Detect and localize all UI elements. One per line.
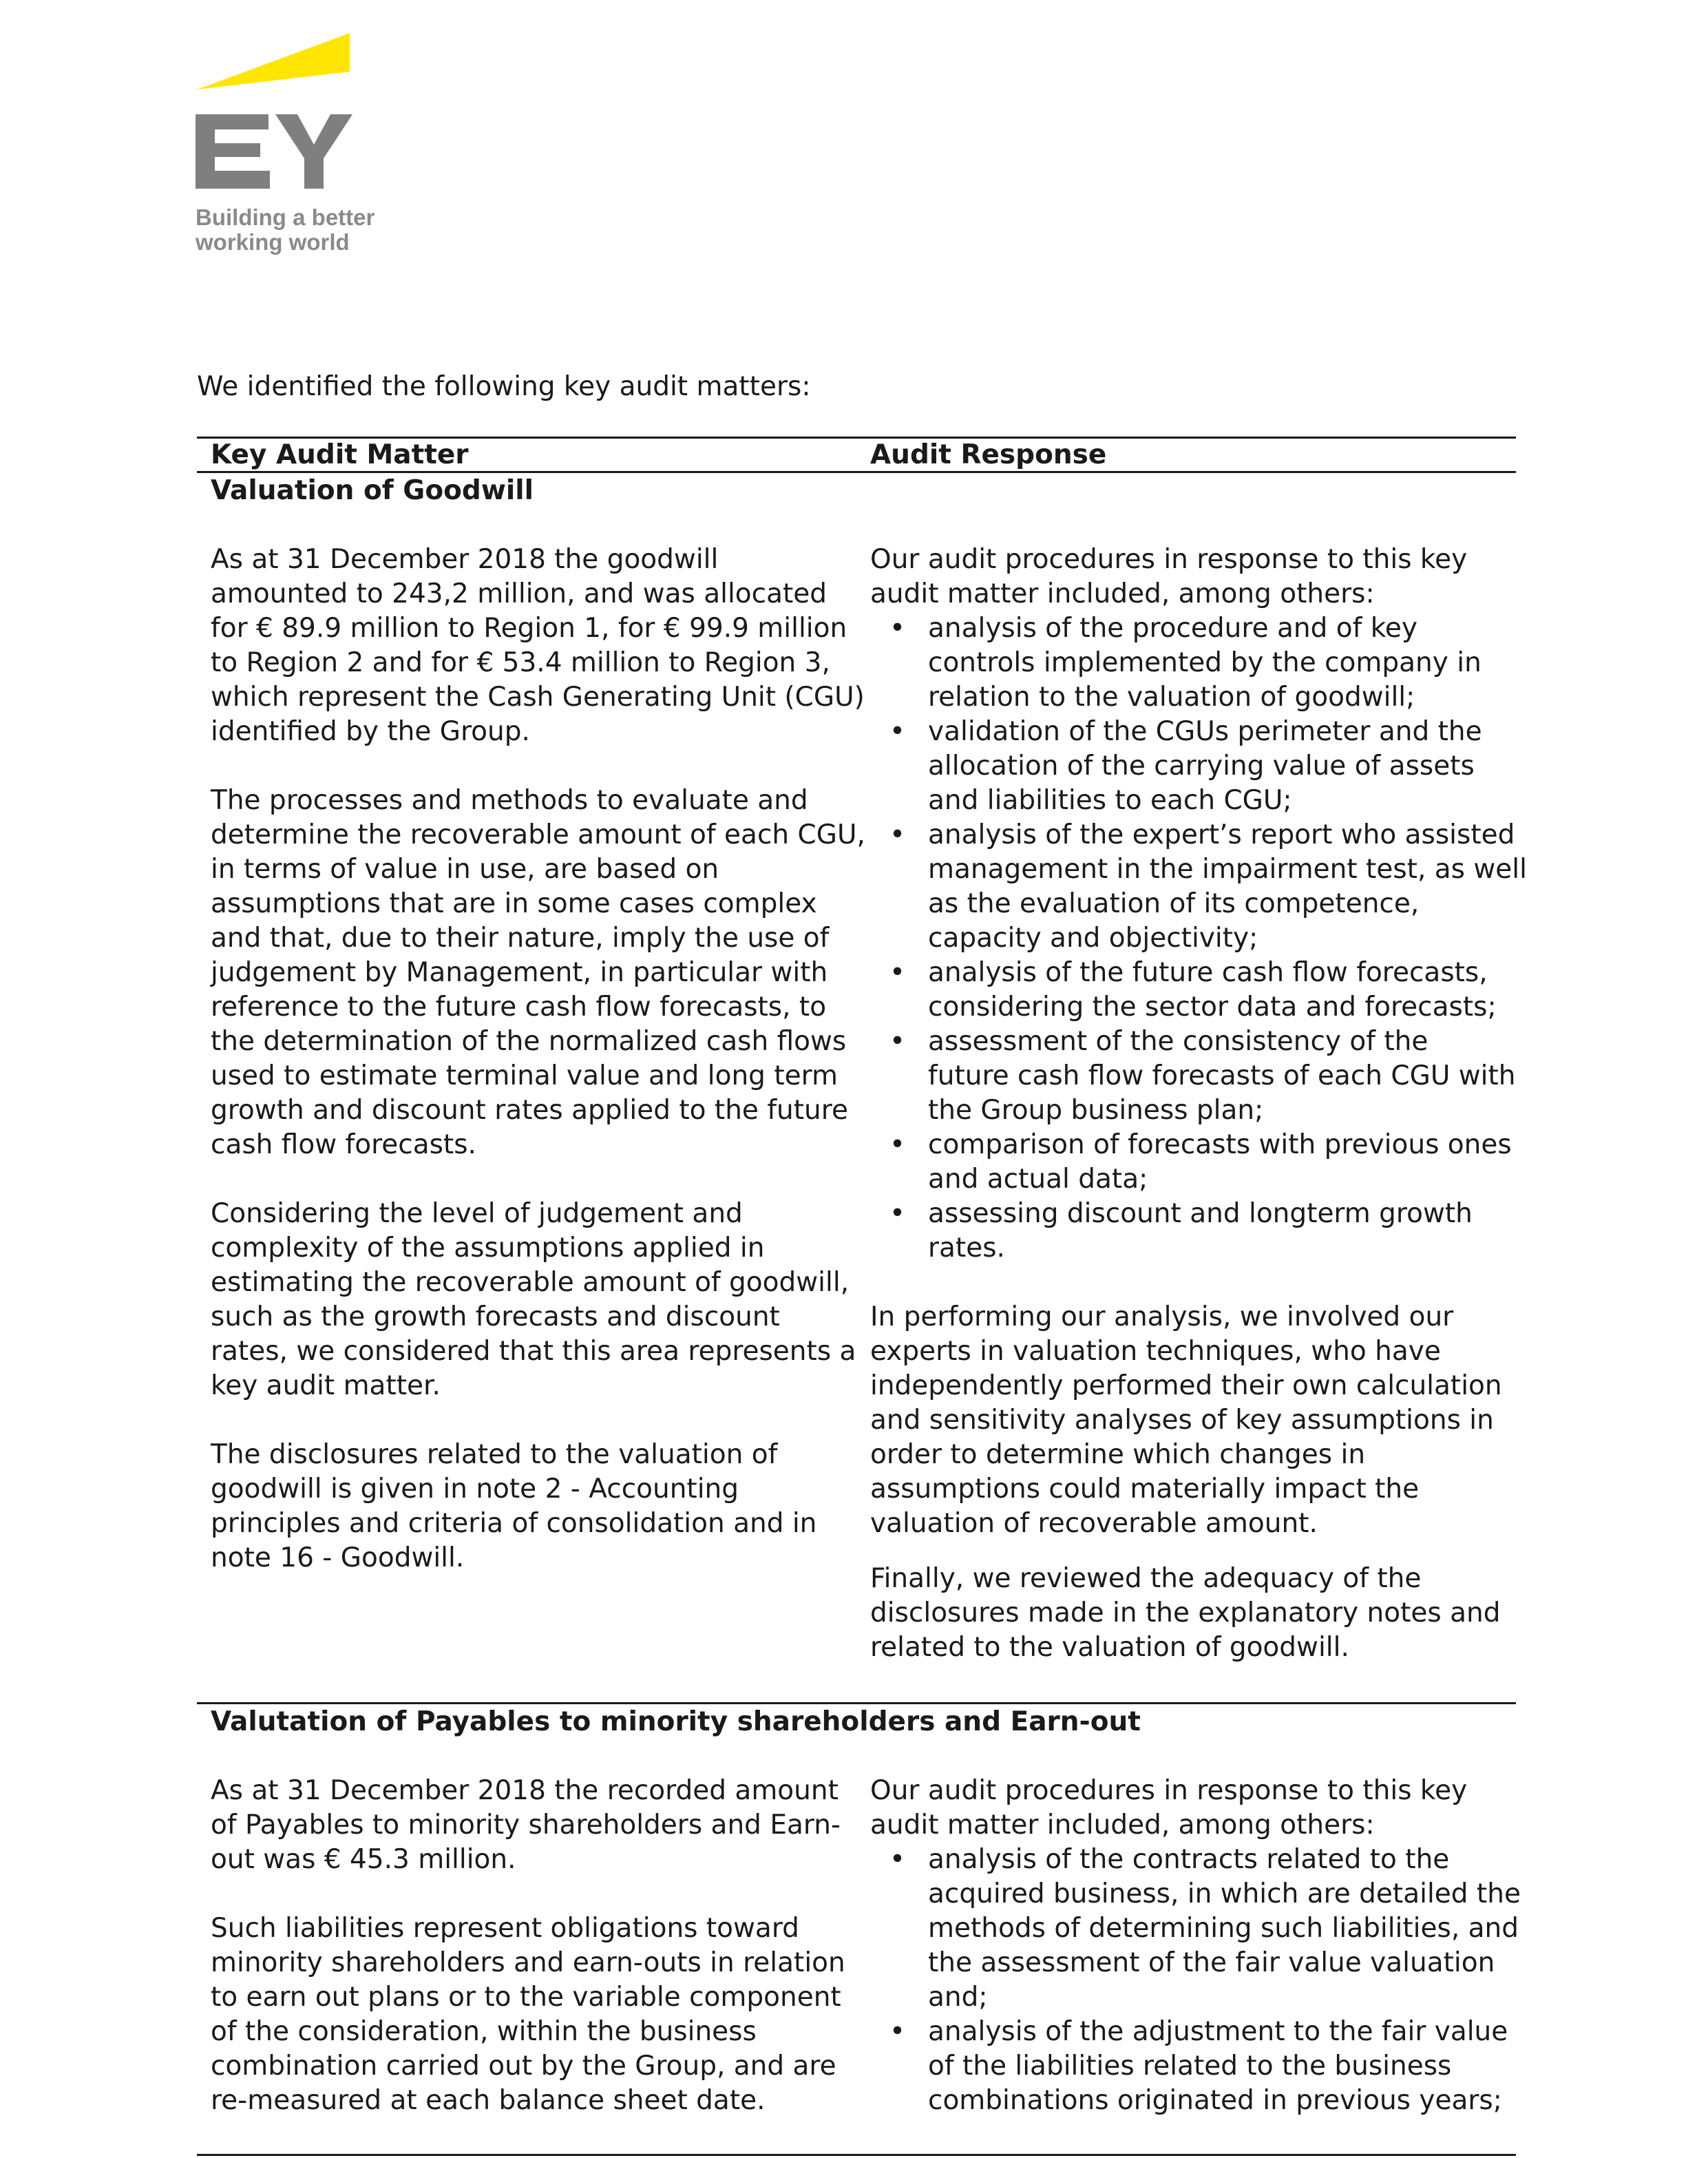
text-line: assessing discount and longterm growth <box>928 1198 1473 1229</box>
text-line: reference to the future cash flow forecasts, to <box>211 992 827 1023</box>
text-line: goodwill is given in note 2 - Accounting <box>211 1474 739 1505</box>
text-line: as the evaluation of its competence, <box>928 888 1420 919</box>
text-line: used to estimate terminal value and long term <box>211 1060 838 1091</box>
list-item <box>870 1128 1527 1197</box>
list-item <box>870 818 1527 956</box>
list-item <box>870 1843 1521 2015</box>
text-line: audit matter included, among others: <box>870 1810 1375 1841</box>
text-line: future cash flow forecasts of each CGU with <box>928 1060 1516 1091</box>
intro-text: We identified the following key audit matters: <box>197 371 811 402</box>
text-line: independently performed their own calculation <box>870 1370 1502 1401</box>
text-line: and actual data; <box>928 1164 1148 1195</box>
text-line: and liabilities to each CGU; <box>928 785 1292 816</box>
matter2-response <box>870 1774 1521 2118</box>
text-line: rates, we considered that this area represents a <box>211 1336 856 1367</box>
list-item <box>870 611 1527 715</box>
text-line: cash flow forecasts. <box>211 1129 476 1160</box>
text-line: valuation of recoverable amount. <box>870 1508 1318 1539</box>
text-line: analysis of the contracts related to the <box>928 1844 1450 1875</box>
text-line: Our audit procedures in response to this key <box>870 544 1468 575</box>
text-line: The disclosures related to the valuation of <box>211 1439 778 1470</box>
row-divider-rule <box>197 1702 1516 1704</box>
matter2-description <box>211 1774 845 2118</box>
text-line: Our audit procedures in response to this key <box>870 1775 1468 1806</box>
list-item <box>870 715 1527 818</box>
text-line: the determination of the normalized cash flows <box>211 1026 847 1057</box>
tagline-line: working world <box>196 229 350 255</box>
text-line: experts in valuation techniques, who have <box>870 1336 1441 1367</box>
matter1-response <box>870 543 1527 1665</box>
text-line: Such liabilities represent obligations toward <box>211 1913 799 1944</box>
bullet-icon: • <box>889 613 906 644</box>
header-key-audit-matter: Key Audit Matter <box>211 439 469 470</box>
text-line: re-measured at each balance sheet date. <box>211 2085 766 2116</box>
matter-title-payables: Valutation of Payables to minority shareholders and Earn-out <box>211 1706 1141 1737</box>
bullet-icon: • <box>889 1844 906 1875</box>
bullet-icon: • <box>889 1198 906 1229</box>
text-line: analysis of the future cash flow forecasts, <box>928 957 1488 988</box>
text-line: validation of the CGUs perimeter and the <box>928 716 1482 747</box>
text-line: controls implemented by the company in <box>928 647 1482 678</box>
text-line: minority shareholders and earn-outs in relation <box>211 1947 845 1978</box>
text-line: In performing our analysis, we involved our <box>870 1301 1454 1332</box>
text-line: in terms of value in use, are based on <box>211 854 719 885</box>
table-bottom-rule <box>197 2154 1516 2156</box>
text-line: allocation of the carrying value of assets <box>928 751 1475 782</box>
text-line: Finally, we reviewed the adequacy of the <box>870 1563 1422 1594</box>
text-line: combinations originated in previous years; <box>928 2085 1502 2116</box>
text-line: determine the recoverable amount of each CGU, <box>211 819 865 850</box>
text-line: assumptions that are in some cases complex <box>211 888 817 919</box>
text-line: estimating the recoverable amount of goodwill, <box>211 1267 850 1298</box>
text-line: assessment of the consistency of the <box>928 1026 1428 1057</box>
text-line: relation to the valuation of goodwill; <box>928 682 1415 713</box>
text-line: which represent the Cash Generating Unit (CGU) <box>211 682 865 713</box>
ey-logo <box>194 33 401 267</box>
text-line: such as the growth forecasts and discount <box>211 1301 780 1332</box>
ey-logo-mark <box>194 33 401 198</box>
bullet-icon: • <box>889 2016 906 2047</box>
text-line: complexity of the assumptions applied in <box>211 1233 765 1264</box>
text-line: combination carried out by the Group, and are <box>211 2051 836 2082</box>
text-line: capacity and objectivity; <box>928 923 1258 954</box>
logo-tagline <box>196 205 375 255</box>
text-line: of Payables to minority shareholders and Earn- <box>211 1810 841 1841</box>
text-line: for € 89.9 million to Region 1, for € 99.9 million <box>211 613 847 644</box>
tagline-line: Building a better <box>196 205 375 230</box>
text-line: judgement by Management, in particular with <box>211 957 828 988</box>
list-item <box>870 956 1527 1025</box>
text-line: analysis of the adjustment to the fair value <box>928 2016 1508 2047</box>
bullet-icon: • <box>889 1129 906 1160</box>
matter1-description <box>211 543 865 1575</box>
text-line: amounted to 243,2 million, and was allocated <box>211 578 827 609</box>
text-line: note 16 - Goodwill. <box>211 1542 465 1573</box>
text-line: identified by the Group. <box>211 716 530 747</box>
text-line: to Region 2 and for € 53.4 million to Region 3, <box>211 647 830 678</box>
text-line: considering the sector data and forecasts; <box>928 992 1497 1023</box>
text-line: The processes and methods to evaluate and <box>211 785 808 816</box>
text-line: out was € 45.3 million. <box>211 1844 516 1875</box>
text-line: comparison of forecasts with previous ones <box>928 1129 1512 1160</box>
text-line: of the consideration, within the business <box>211 2016 757 2047</box>
text-line: assumptions could materially impact the <box>870 1474 1420 1505</box>
bullet-icon: • <box>889 1026 906 1057</box>
text-line: acquired business, in which are detailed the <box>928 1878 1521 1909</box>
text-line: As at 31 December 2018 the goodwill <box>211 544 719 575</box>
text-line: Considering the level of judgement and <box>211 1198 743 1229</box>
text-line: rates. <box>928 1233 1005 1264</box>
text-line: disclosures made in the explanatory notes and <box>870 1597 1501 1628</box>
text-line: analysis of the expert’s report who assisted <box>928 819 1515 850</box>
logo-beam <box>197 33 350 90</box>
logo-letters <box>196 114 352 189</box>
text-line: principles and criteria of consolidation and in <box>211 1508 817 1539</box>
text-line: key audit matter. <box>211 1370 441 1401</box>
bullet-icon: • <box>889 716 906 747</box>
text-line: methods of determining such liabilities, and <box>928 1913 1519 1944</box>
text-line: and sensitivity analyses of key assumptions in <box>870 1405 1494 1436</box>
text-line: to earn out plans or to the variable component <box>211 1982 841 2013</box>
text-line: management in the impairment test, as well <box>928 854 1527 885</box>
bullet-icon: • <box>889 819 906 850</box>
text-line: As at 31 December 2018 the recorded amount <box>211 1775 839 1806</box>
text-line: of the liabilities related to the business <box>928 2051 1452 2082</box>
text-line: the assessment of the fair value valuation <box>928 1947 1495 1978</box>
header-audit-response: Audit Response <box>870 439 1107 470</box>
list-item <box>870 1197 1527 1266</box>
bullet-icon: • <box>889 957 906 988</box>
text-line: related to the valuation of goodwill. <box>870 1632 1349 1663</box>
text-line: analysis of the procedure and of key <box>928 613 1417 644</box>
text-line: order to determine which changes in <box>870 1439 1366 1470</box>
matter-title-goodwill: Valuation of Goodwill <box>211 475 534 506</box>
list-item <box>870 1025 1527 1128</box>
text-line: and that, due to their nature, imply the use of <box>211 923 830 954</box>
text-line: and; <box>928 1982 988 2013</box>
text-line: growth and discount rates applied to the future <box>211 1095 848 1126</box>
text-line: the Group business plan; <box>928 1095 1264 1126</box>
text-line: audit matter included, among others: <box>870 578 1375 609</box>
list-item <box>870 2015 1521 2118</box>
